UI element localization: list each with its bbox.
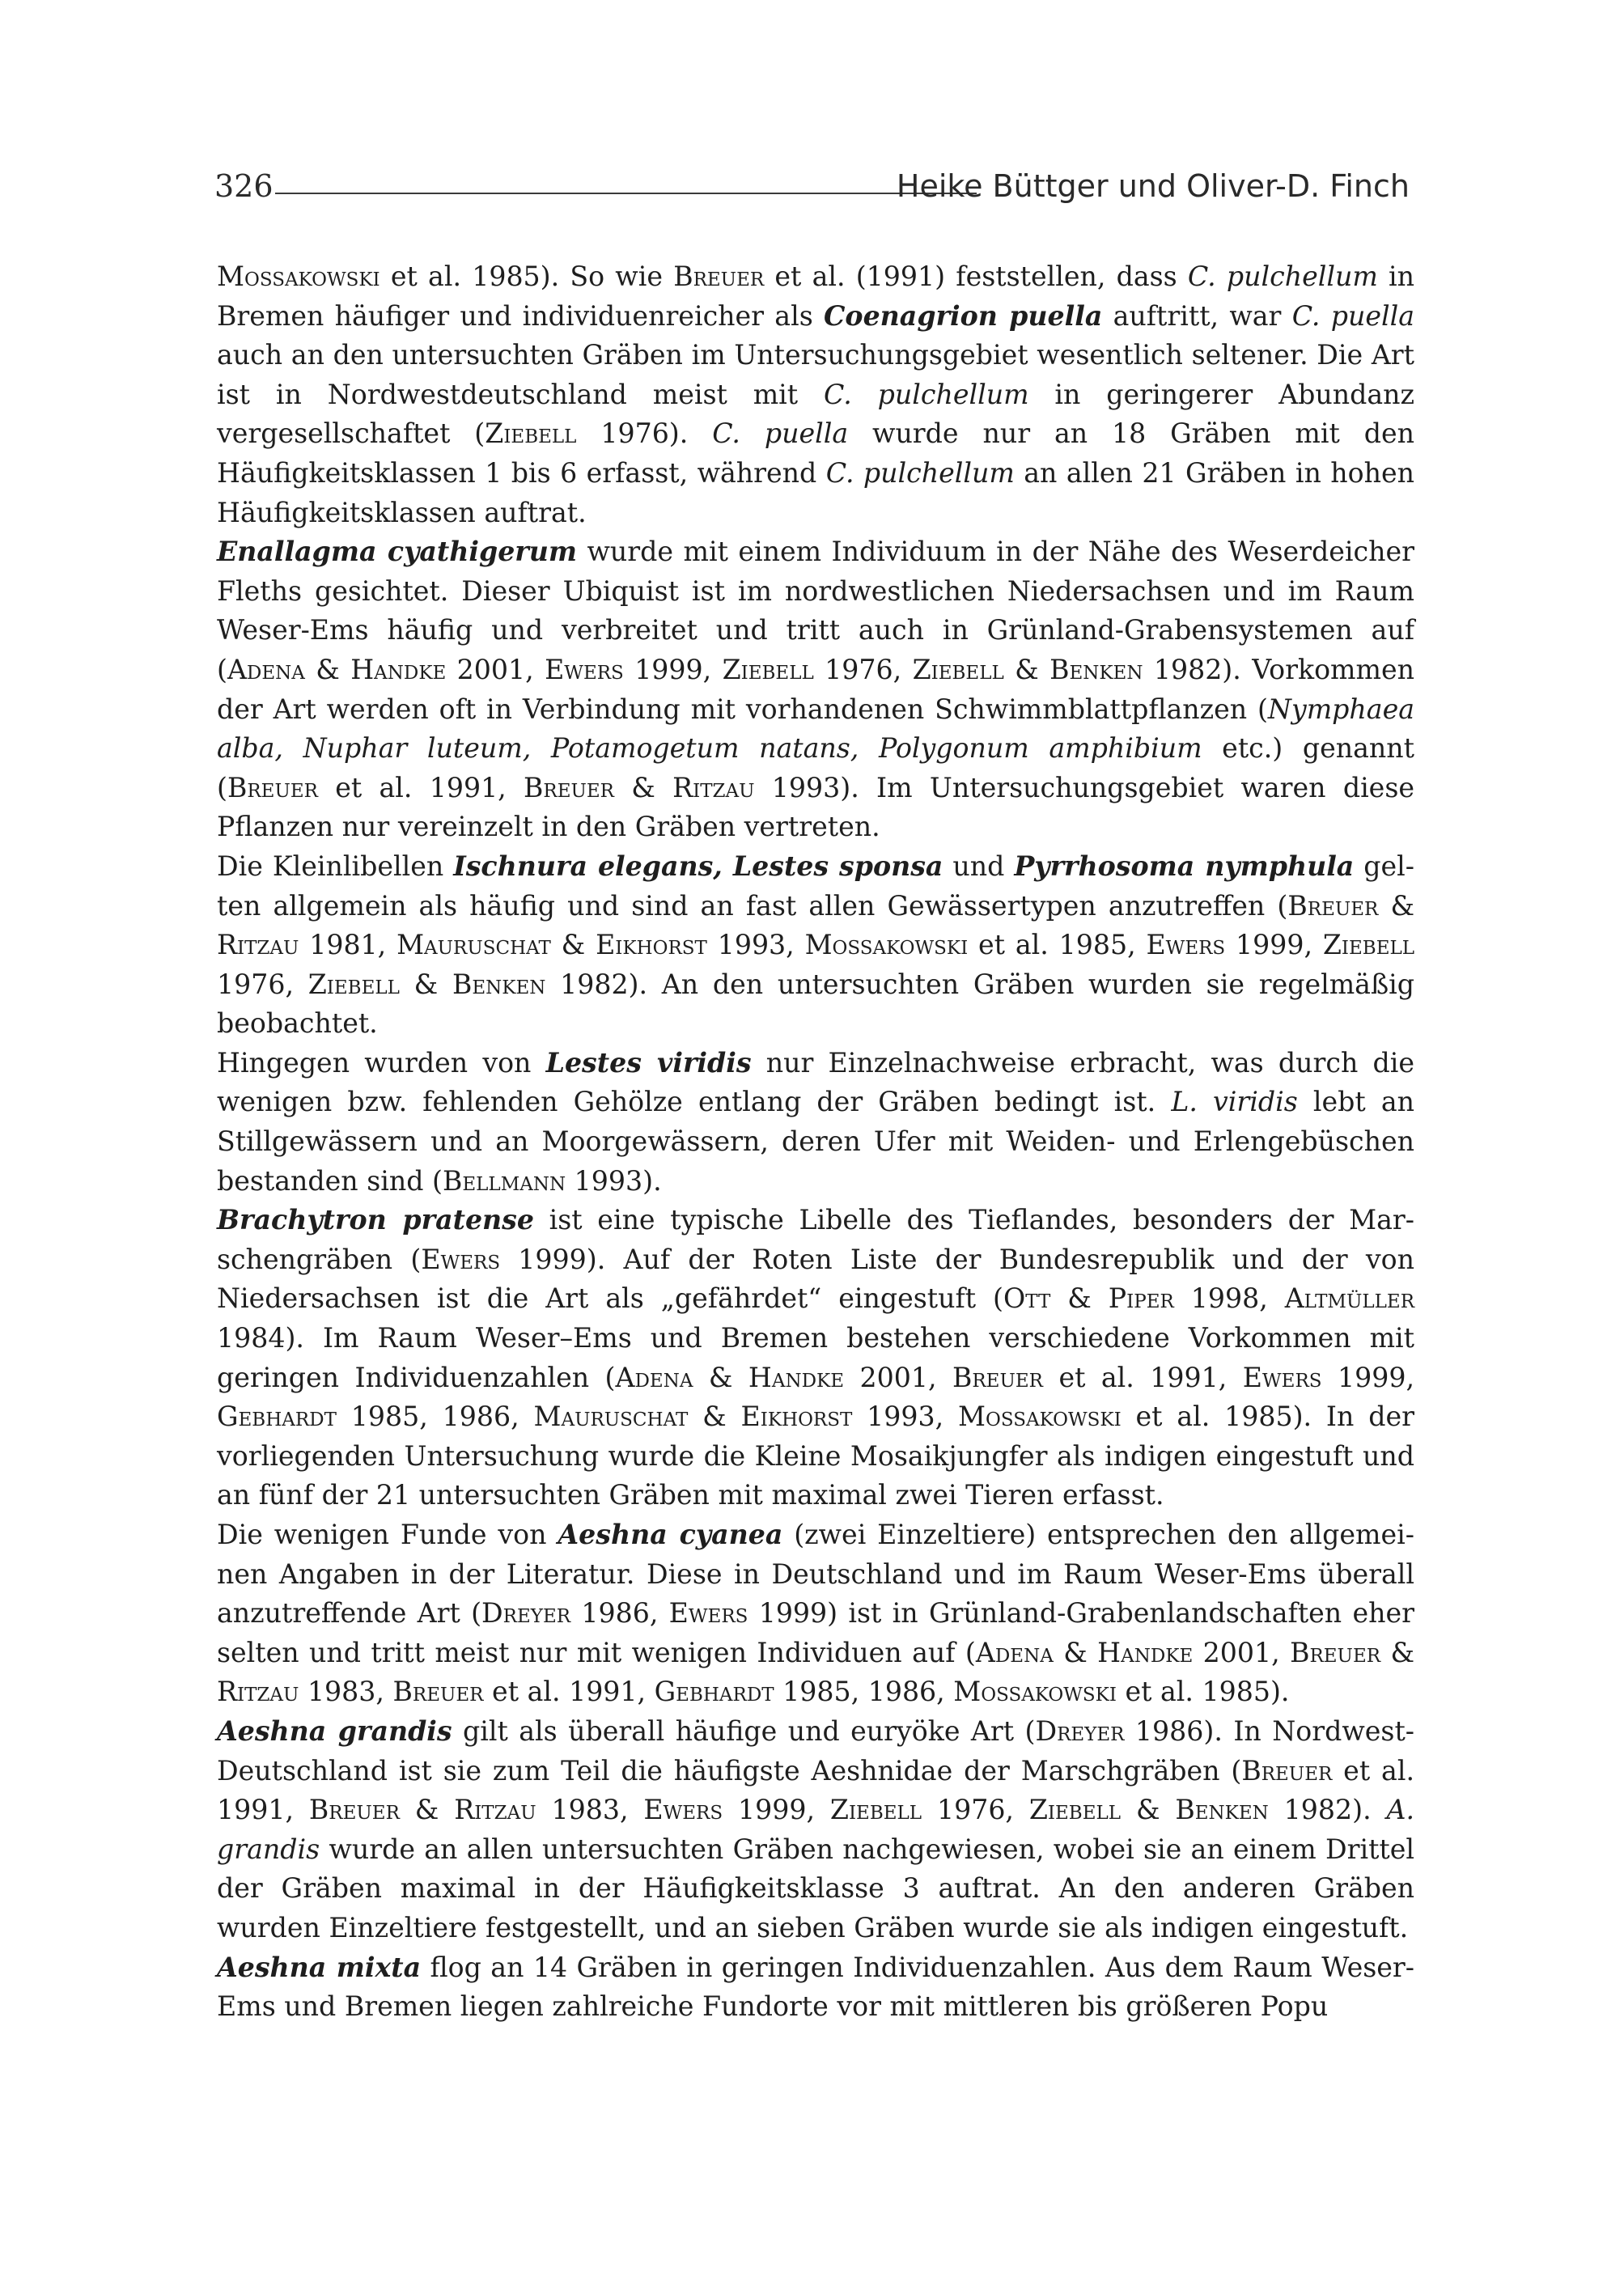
author-name: Ewers: [545, 653, 624, 685]
author-name: Mossakowski: [804, 929, 969, 961]
text-run: 1983,: [536, 1794, 644, 1826]
author-name: Adena: [615, 1361, 693, 1393]
text-run: Die Kleinlibellen: [217, 850, 454, 882]
text-run: et al. 1991,: [483, 1676, 655, 1708]
author-name: Mauruschat: [533, 1401, 689, 1433]
text-run: &: [304, 653, 351, 685]
text-run: &: [1053, 1636, 1098, 1668]
author-name: Ziebell: [485, 417, 577, 450]
text-run: 1986). In Nordwest-Deutschland ist sie zum Teil die häufigste Aeshnidae der Marschgräben (: [217, 1714, 1414, 1787]
text-run: 1976,: [922, 1794, 1029, 1826]
species-name: C. pulchellum: [824, 378, 1029, 410]
text-run: wurde an allen untersuchten Gräben nachgewiesen, wobei sie an einem Drittel der Gräben maximal in der Häufigkeitsklasse 3 auftrat. An den anderen Gräben wurden Einzeltiere festgestellt, und an sieben Gräben wurde sie als indigen eingestuft.: [217, 1833, 1414, 1943]
text-run: &: [614, 771, 673, 803]
text-run: et al. 1991,: [217, 1754, 1414, 1826]
author-name: Dreyer: [481, 1597, 571, 1630]
text-run: 1993,: [706, 929, 805, 961]
author-name: Handke: [350, 653, 447, 685]
text-run: in Bremen häufiger und individuenreicher als: [217, 261, 1415, 332]
page-number: 326: [214, 168, 273, 204]
species-heading: Pyrrhosoma nymphula: [1014, 850, 1355, 882]
text-run: et al. 1991,: [1042, 1361, 1243, 1393]
text-run: lebt an Stillgewässern und an Moorgewässern, deren Ufer mit Weiden- und Erlengebüschen bestanden sind (: [217, 1086, 1414, 1197]
text-run: 1999) ist in Grünland-Grabenlandschaften eher selten und tritt meist nur mit wenigen Individuen auf (: [217, 1597, 1414, 1668]
text-run: 1982). An den untersuchten Gräben wurden sie regelmäßig beobachtet.: [217, 968, 1414, 1040]
text-run: &: [1121, 1794, 1176, 1826]
text-run: 1985, 1986,: [336, 1401, 534, 1433]
species-heading: Enallagma cyathigerum: [217, 536, 578, 568]
text-run: 1999). Auf der Roten Liste der Bundesrepublik und der von Niedersachsen ist die Art als „gefährdet“ eingestuft (: [217, 1243, 1414, 1315]
author-name: Ewers: [668, 1597, 748, 1630]
header-rule: [275, 193, 977, 194]
text-run: &: [1050, 1282, 1109, 1315]
author-name: Adena: [975, 1636, 1054, 1668]
paragraph: [217, 1948, 1414, 2027]
text-run: 1993). Im Untersuchungsgebiet waren diese Pflanzen nur vereinzelt in den Gräben vertreten.: [217, 771, 1414, 843]
text-run: &: [1003, 653, 1050, 685]
text-run: et al. (1991) feststellen, dass: [764, 261, 1188, 292]
species-name: Nymphaea alba, Nuphar luteum, Potamogetum natans, Polygonum amphibium: [217, 693, 1414, 765]
species-heading: Lestes viridis: [545, 1046, 752, 1079]
author-name: Ewers: [421, 1243, 501, 1275]
author-name: Breuer: [673, 261, 765, 292]
text-run: 1993).: [566, 1164, 662, 1197]
text-run: et al. 1985,: [968, 929, 1147, 961]
author-name: Breuer: [308, 1794, 400, 1826]
species-name: A. grandis: [217, 1794, 1415, 1865]
species-name: L. viridis: [1171, 1086, 1298, 1118]
paragraph: [217, 1201, 1414, 1515]
author-name: Breuer: [524, 771, 615, 803]
text-run: 1981,: [299, 929, 397, 961]
author-name: Mauruschat: [396, 929, 551, 961]
text-run: 1985, 1986,: [774, 1676, 954, 1708]
author-name: Ziebell: [307, 968, 400, 1000]
paragraph: [217, 1712, 1414, 1948]
author-name: Benken: [1175, 1794, 1269, 1826]
text-run: wurde nur an 18 Gräben mit den Häufigkeitsklassen 1 bis 6 erfasst, während: [217, 417, 1415, 489]
author-name: Ott: [1003, 1282, 1051, 1315]
text-run: 1993,: [852, 1401, 959, 1433]
author-name: Ritzau: [672, 771, 755, 803]
paragraph: [217, 532, 1414, 847]
author-name: Gebhardt: [217, 1401, 337, 1433]
text-run: gilt als überall häufige und euryöke Art (: [452, 1714, 1036, 1747]
author-name: Breuer: [227, 771, 318, 803]
text-run: &: [399, 1794, 455, 1826]
text-run: 1986,: [570, 1597, 669, 1630]
author-name: Ziebell: [1322, 929, 1415, 961]
author-name: Benken: [1049, 653, 1143, 685]
text-run: Die wenigen Funde von: [217, 1519, 558, 1550]
author-name: Breuer: [1290, 1636, 1381, 1668]
text-run: 1983,: [299, 1676, 393, 1708]
text-run: et al. 1991,: [317, 771, 524, 803]
author-name: Bellmann: [442, 1164, 566, 1197]
page-header: [214, 168, 1410, 217]
author-name: Ziebell: [829, 1794, 922, 1826]
paragraph: [217, 1044, 1414, 1201]
species-name: C. pulchellum: [825, 456, 1015, 489]
author-name: Mossakowski: [953, 1676, 1117, 1708]
running-head: Heike Büttger und Oliver-D. Finch: [896, 168, 1410, 204]
author-name: Ziebell: [722, 653, 814, 685]
text-run: wurde mit einem Individuum in der Nähe des Weserdeicher Fleths gesichtet. Dieser Ubiquist ist im nordwestlichen Niedersachsen und im Raum Weser-Ems häufig und verbreitet und tritt auch in Grünland-Grabensystemen auf (: [217, 536, 1415, 685]
text-run: et al. 1985).: [1116, 1676, 1290, 1708]
author-name: Handke: [748, 1361, 845, 1393]
text-run: 1999,: [1225, 929, 1323, 961]
paragraph: [217, 847, 1414, 1044]
species-heading: Coenagrion puella: [824, 299, 1103, 332]
author-name: Eikhorst: [596, 929, 707, 961]
text-run: 1999,: [623, 653, 723, 685]
author-name: Ziebell: [912, 653, 1004, 685]
text-run: &: [688, 1401, 741, 1433]
text-run: 2001,: [844, 1361, 952, 1393]
species-heading: Aeshna mixta: [217, 1951, 422, 1983]
author-name: Adena: [227, 653, 305, 685]
text-run: 1982).: [1268, 1794, 1387, 1826]
text-run: 2001,: [1193, 1636, 1291, 1668]
species-heading: Brachytron pratense: [217, 1204, 534, 1236]
text-run: nur Einzelnachweise erbracht, was durch die wenigen bzw. fehlenden Gehölze entlang der Gräben bedingt ist.: [217, 1046, 1414, 1118]
text-run: 1984). Im Raum Weser–Ems und Bremen bestehen verschiedene Vorkommen mit geringen Individuenzahlen (: [217, 1322, 1414, 1393]
text-run: flog an 14 Gräben in geringen Individuenzahlen. Aus dem Raum Weser-Ems und Bremen liegen zahlreiche Fundorte vor mit mittleren bis größeren Popu: [217, 1951, 1414, 2023]
author-name: Breuer: [1287, 889, 1379, 922]
species-heading: Aeshna cyanea: [558, 1519, 783, 1550]
text-run: gelten allgemein als häufig und sind an fast allen Gewässertypen anzutreffen (: [217, 850, 1414, 922]
paragraph: [217, 1515, 1414, 1712]
text-run: Hingegen wurden von: [217, 1046, 546, 1079]
text-run: 1976).: [576, 417, 713, 450]
author-name: Gebhardt: [654, 1676, 774, 1708]
author-name: Handke: [1097, 1636, 1194, 1668]
species-name: C. puella: [712, 417, 849, 450]
author-name: Breuer: [952, 1361, 1043, 1393]
text-run: 1998,: [1173, 1282, 1285, 1315]
author-name: Ritzau: [217, 929, 299, 961]
body-text: [217, 257, 1414, 2027]
text-run: 1976,: [217, 968, 308, 1000]
text-run: et al. 1985). In der vorliegenden Untersuchung wurde die Kleine Mosaikjungfer als indigen eingestuft und an fünf der 21 untersuchten Gräben mit maximal zwei Tieren erfasst.: [217, 1401, 1414, 1511]
paragraph: [217, 257, 1414, 532]
species-heading: Aeshna grandis: [217, 1714, 452, 1747]
author-name: Mossakowski: [958, 1401, 1122, 1433]
text-run: (zwei Einzeltiere) entsprechen den allgemeinen Angaben in der Literatur. Diese in Deutschland und im Raum Weser-Ems überall anzutreffende Art (: [217, 1519, 1414, 1630]
species-heading: Ischnura elegans, Lestes sponsa: [453, 850, 943, 882]
author-name: Ewers: [1146, 929, 1226, 961]
text-run: an allen 21 Gräben in hohen Häufigkeitsklassen auftrat.: [217, 456, 1415, 528]
text-run: 2001,: [446, 653, 545, 685]
author-name: Ziebell: [1028, 1794, 1122, 1826]
text-run: &: [1380, 1636, 1415, 1668]
text-run: auftritt, war: [1102, 299, 1292, 332]
text-run: ist eine typische Libelle des Tieflandes, besonders der Marschengräben (: [217, 1204, 1414, 1275]
text-run: 1999,: [1321, 1361, 1415, 1393]
author-name: Eikhorst: [740, 1401, 853, 1433]
author-name: Ewers: [1242, 1361, 1322, 1393]
text-run: 1999,: [723, 1794, 830, 1826]
text-run: &: [399, 968, 452, 1000]
species-name: C. puella: [1291, 299, 1414, 332]
author-name: Benken: [452, 968, 546, 1000]
author-name: Ritzau: [454, 1794, 536, 1826]
text-run: 1976,: [813, 653, 913, 685]
species-name: C. pulchellum: [1187, 261, 1378, 292]
text-run: &: [550, 929, 596, 961]
text-run: et al. 1985). So wie: [379, 261, 674, 292]
text-run: etc.) genannt (: [217, 732, 1414, 803]
text-run: 1982). Vorkommen der Art werden oft in Verbindung mit vorhandenen Schwimmblattpflanzen (: [217, 653, 1415, 725]
author-name: Dreyer: [1035, 1714, 1125, 1747]
text-run: und: [943, 850, 1015, 882]
author-name: Piper: [1108, 1282, 1174, 1315]
author-name: Ritzau: [217, 1676, 299, 1708]
text-run: auch an den untersuchten Gräben im Untersuchungsgebiet wesentlich seltener. Die Art ist in Nordwestdeutschland meist mit: [217, 339, 1414, 410]
author-name: Mossakowski: [217, 261, 380, 292]
author-name: Breuer: [392, 1676, 484, 1708]
author-name: Breuer: [1241, 1754, 1333, 1787]
author-name: Altmüller: [1284, 1282, 1415, 1315]
text-run: &: [693, 1361, 748, 1393]
text-run: &: [1378, 889, 1415, 922]
author-name: Ewers: [643, 1794, 723, 1826]
text-run: in geringerer Abundanz vergesellschaftet (: [217, 378, 1414, 450]
